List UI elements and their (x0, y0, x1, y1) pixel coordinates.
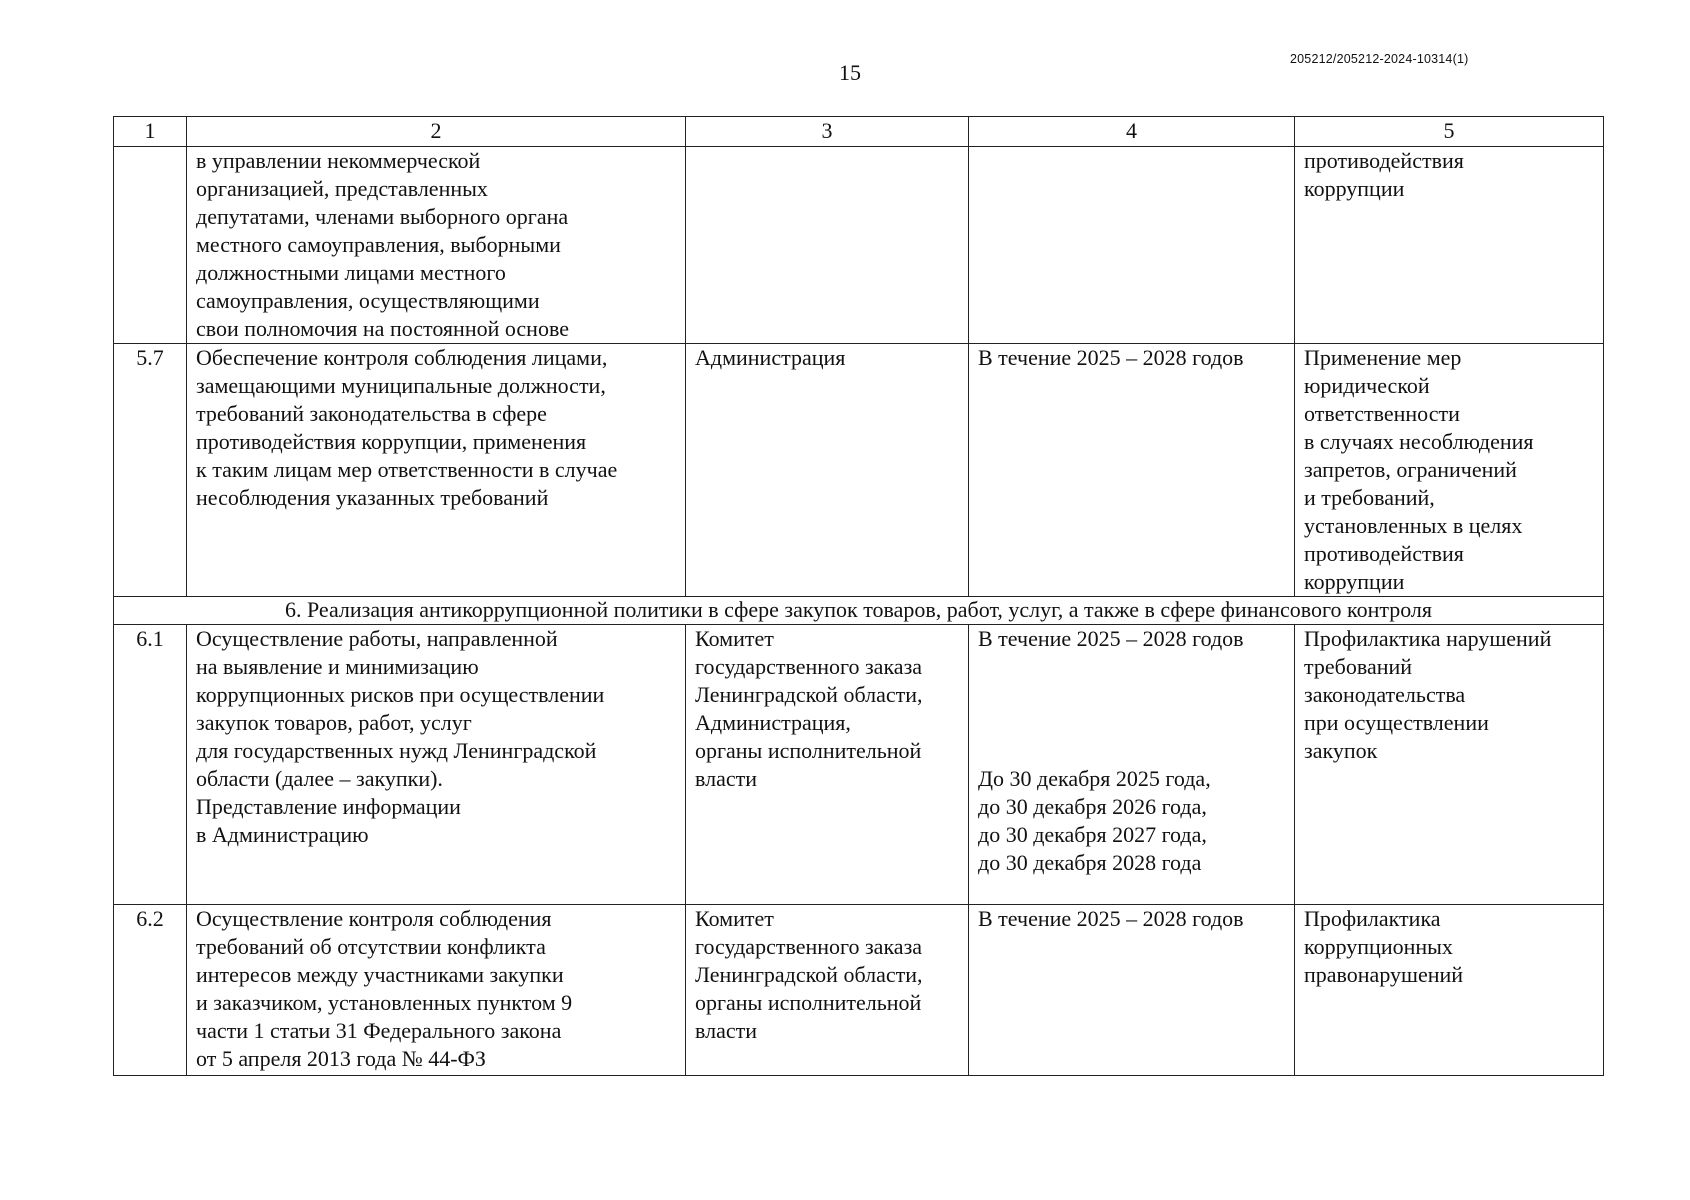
text-line: Ленинградской области, (695, 682, 923, 707)
text-line: органы исполнительной (695, 990, 922, 1015)
text-line: интересов между участниками закупки (196, 962, 564, 987)
cell-num (114, 147, 187, 344)
cell-result (1295, 344, 1604, 597)
cell-num: 6.2 (114, 905, 187, 1076)
text-line: противодействия (1304, 541, 1464, 566)
text-line: В течение 2025 – 2028 годов (978, 626, 1244, 651)
text-line: Профилактика (1304, 906, 1441, 931)
cell-executor (686, 905, 969, 1076)
text-line: до 30 декабря 2026 года, (978, 794, 1207, 819)
text-line: власти (695, 1018, 757, 1043)
table-row-6-1 (114, 625, 1604, 905)
page-number: 15 (839, 60, 861, 85)
text-line: замещающими муниципальные должности, (196, 373, 606, 398)
text-line: и требований, (1304, 485, 1435, 510)
text-line: Комитет (695, 626, 774, 651)
text-line: Профилактика нарушений (1304, 626, 1552, 651)
text-line: для государственных нужд Ленинградской (196, 738, 597, 763)
text-line: противодействия коррупции, применения (196, 429, 587, 454)
spacer (978, 653, 1285, 709)
cell-result (1295, 905, 1604, 1076)
table-row-continuation (114, 147, 1604, 344)
cell-activity (187, 147, 686, 344)
text-line: в Администрацию (196, 822, 369, 847)
text-line: на выявление и минимизацию (196, 654, 479, 679)
text-line: Осуществление контроля соблюдения (196, 906, 552, 931)
text-line: местного самоуправления, выборными (196, 232, 561, 257)
document-code: 205212/205212-2024-10314(1) (1290, 52, 1469, 66)
text-line: законодательства (1304, 682, 1466, 707)
text-line: В течение 2025 – 2028 годов (978, 906, 1244, 931)
text-line: закупок товаров, работ, услуг (196, 710, 472, 735)
text-line: установленных в целях (1304, 513, 1523, 538)
text-line: в управлении некоммерческой (196, 148, 481, 173)
column-header-4: 4 (969, 117, 1295, 147)
text-line: части 1 статьи 31 Федерального закона (196, 1018, 562, 1043)
text-line: в случаях несоблюдения (1304, 429, 1534, 454)
text-line: требований об отсутствии конфликта (196, 934, 546, 959)
text-line: Представление информации (196, 794, 461, 819)
cell-executor (686, 625, 969, 905)
text-line: самоуправления, осуществляющими (196, 288, 540, 313)
text-line: до 30 декабря 2027 года, (978, 822, 1207, 847)
text-line: До 30 декабря 2025 года, (978, 766, 1211, 791)
cell-term (969, 905, 1295, 1076)
text-line: организацией, представленных (196, 176, 488, 201)
text-line: государственного заказа (695, 934, 923, 959)
column-header-5: 5 (1295, 117, 1604, 147)
cell-executor (686, 344, 969, 597)
cell-activity (187, 625, 686, 905)
cell-num: 6.1 (114, 625, 187, 905)
text-line: Осуществление работы, направленной (196, 626, 558, 651)
cell-executor (686, 147, 969, 344)
text-line: правонарушений (1304, 962, 1464, 987)
section-header-row (114, 597, 1604, 625)
text-line: Ленинградской области, (695, 962, 923, 987)
text-line: Администрация, (695, 710, 851, 735)
text-line: от 5 апреля 2013 года № 44-ФЗ (196, 1046, 486, 1071)
text-line: Администрация (695, 345, 846, 370)
text-line: при осуществлении (1304, 710, 1489, 735)
cell-num: 5.7 (114, 344, 187, 597)
text-line: депутатами, членами выборного органа (196, 204, 569, 229)
section-heading: 6. Реализация антикоррупционной политики в сфере закупок товаров, работ, услуг, а также в сфере финансового контроля (114, 597, 1604, 625)
text-line: коррупции (1304, 176, 1405, 201)
cell-result (1295, 625, 1604, 905)
table-row-6-2 (114, 905, 1604, 1076)
text-line: и заказчиком, установленных пунктом 9 (196, 990, 573, 1015)
column-header-2: 2 (187, 117, 686, 147)
text-line: власти (695, 766, 757, 791)
text-line: противодействия (1304, 148, 1464, 173)
text-line: свои полномочия на постоянной основе (196, 316, 569, 341)
text-line: коррупционных рисков при осуществлении (196, 682, 605, 707)
text-line: В течение 2025 – 2028 годов (978, 345, 1244, 370)
column-header-3: 3 (686, 117, 969, 147)
text-line: государственного заказа (695, 654, 923, 679)
text-line: области (далее – закупки). (196, 766, 443, 791)
cell-term (969, 344, 1295, 597)
text-line: запретов, ограничений (1304, 457, 1517, 482)
cell-activity (187, 344, 686, 597)
text-line: закупок (1304, 738, 1378, 763)
column-number-row (114, 117, 1604, 147)
text-line: юридической (1304, 373, 1430, 398)
text-line: Обеспечение контроля соблюдения лицами, (196, 345, 608, 370)
text-line: органы исполнительной (695, 738, 922, 763)
cell-result (1295, 147, 1604, 344)
text-line: должностными лицами местного (196, 260, 506, 285)
plan-table (113, 116, 1604, 1076)
text-line: до 30 декабря 2028 года (978, 850, 1202, 875)
text-line: требований законодательства в сфере (196, 401, 547, 426)
text-line: требований (1304, 654, 1413, 679)
text-line: коррупции (1304, 569, 1405, 594)
text-line: Комитет (695, 906, 774, 931)
spacer (978, 709, 1285, 765)
cell-term (969, 147, 1295, 344)
text-line: коррупционных (1304, 934, 1453, 959)
text-line: несоблюдения указанных требований (196, 485, 549, 510)
cell-term (969, 625, 1295, 905)
text-line: к таким лицам мер ответственности в случае (196, 457, 618, 482)
text-line: Применение мер (1304, 345, 1462, 370)
table-row-5-7 (114, 344, 1604, 597)
text-line: ответственности (1304, 401, 1460, 426)
column-header-1: 1 (114, 117, 187, 147)
cell-activity (187, 905, 686, 1076)
